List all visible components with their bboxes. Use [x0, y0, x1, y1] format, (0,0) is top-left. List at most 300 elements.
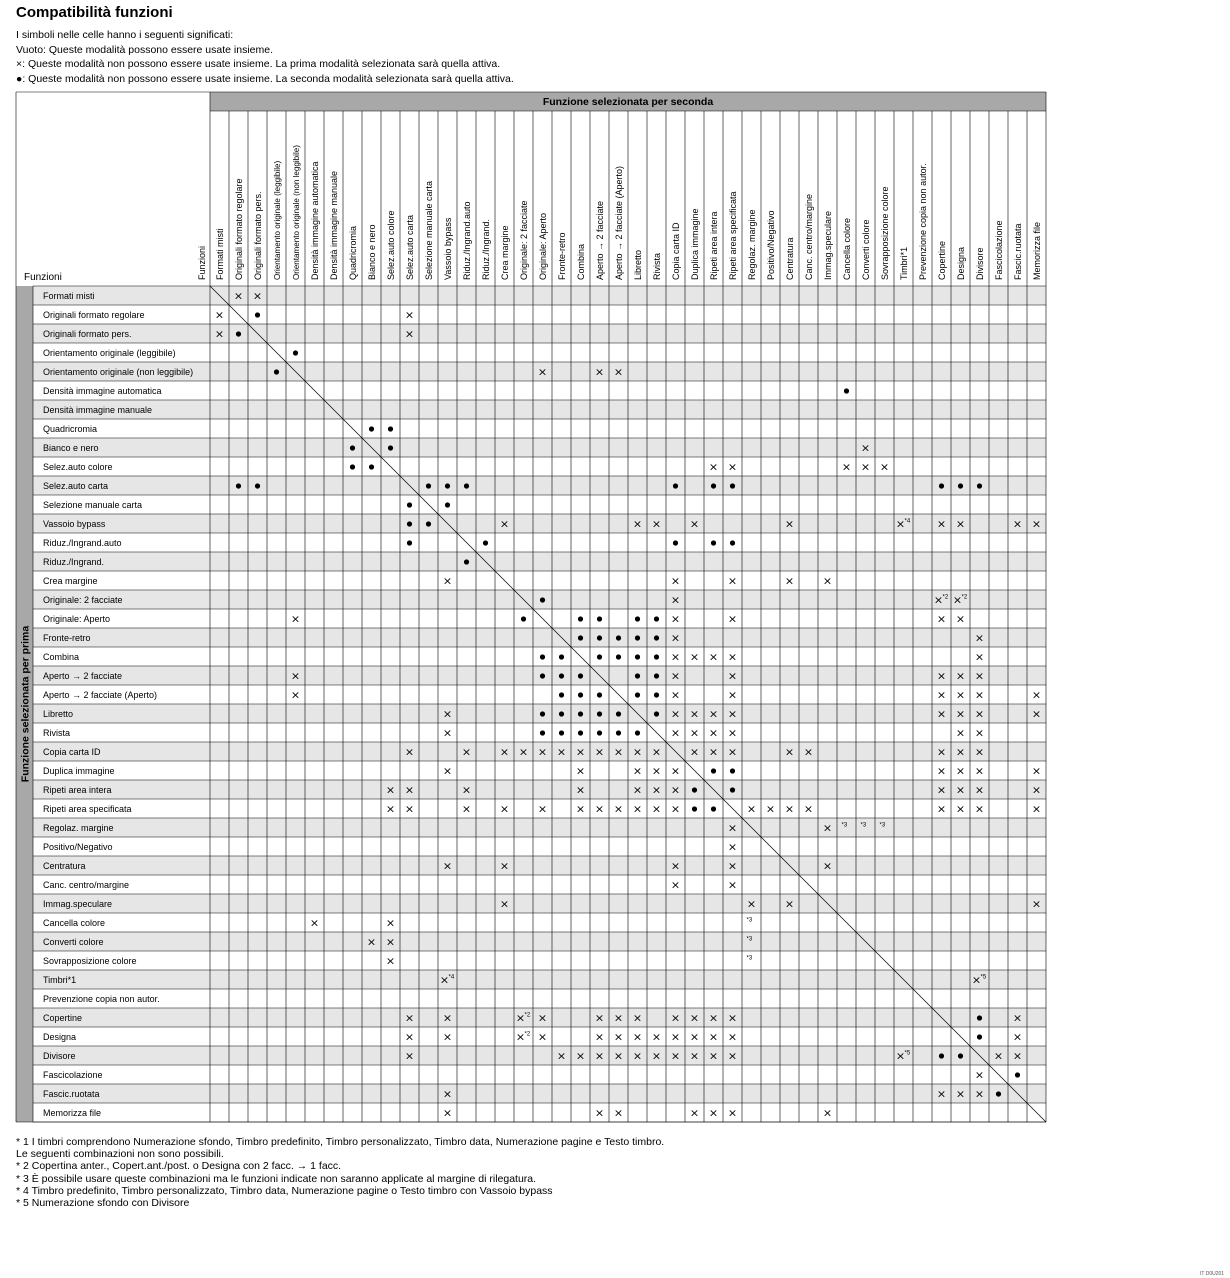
- cell-cross: ×: [708, 460, 719, 474]
- cell-cross: ×: [727, 840, 738, 854]
- cell-dot: [445, 483, 450, 488]
- cell-cross: ×: [1012, 1011, 1023, 1025]
- cell-dot: [274, 369, 279, 374]
- cell-cross: ×: [708, 726, 719, 740]
- cell-cross: ×: [404, 308, 415, 322]
- column-header: Libretto: [633, 249, 643, 280]
- column-header: Designa: [956, 246, 966, 280]
- cell-cross: ×: [499, 897, 510, 911]
- cell-dot: [464, 559, 469, 564]
- cell-dot: [578, 692, 583, 697]
- cell-cross: ×: [746, 802, 757, 816]
- cell-cross: ×: [670, 1030, 681, 1044]
- cell-cross: ×: [895, 1049, 906, 1063]
- cell-cross: ×: [974, 764, 985, 778]
- cell-cross: ×: [822, 859, 833, 873]
- column-header: Originale: Aperto: [538, 212, 548, 280]
- column-header: Quadricromia: [348, 225, 358, 280]
- cell-dot: [635, 616, 640, 621]
- cell-cross: ×: [651, 783, 662, 797]
- cell-cross: ×: [670, 764, 681, 778]
- cell-cross: ×: [974, 726, 985, 740]
- column-header: Riduz./Ingrand.: [481, 218, 491, 280]
- corner-rotated-label: Funzioni: [197, 245, 207, 280]
- cell-dot: [578, 635, 583, 640]
- cell-dot: [540, 597, 545, 602]
- cell-cross: ×: [936, 669, 947, 683]
- cell-cross: ×: [214, 327, 225, 341]
- cell-cross: ×: [955, 688, 966, 702]
- cell-dot: [939, 1053, 944, 1058]
- header-first-label: Funzione selezionata per prima: [19, 625, 32, 783]
- cell-cross: ×: [404, 745, 415, 759]
- footnote: * 1 I timbri comprendono Numerazione sfondo, Timbro predefinito, Timbro personalizzato, Timbro data, Numerazione pagine e Testo timbro.: [16, 1136, 665, 1148]
- cell-cross: ×: [841, 460, 852, 474]
- cell-cross: ×: [784, 897, 795, 911]
- cell-dot: [388, 426, 393, 431]
- cell-note-ref: *3: [879, 822, 886, 829]
- row-label: Fascic.ruotata: [43, 1089, 100, 1099]
- cell-cross: ×: [670, 707, 681, 721]
- cell-dot: [407, 540, 412, 545]
- cell-cross: ×: [895, 517, 906, 531]
- cell-cross: ×: [822, 574, 833, 588]
- cell-dot: [996, 1091, 1001, 1096]
- cell-note-ref: *3: [860, 822, 867, 829]
- cell-dot: [730, 483, 735, 488]
- cell-dot: [730, 787, 735, 792]
- cell-dot: [407, 502, 412, 507]
- footnote: Le seguenti combinazioni non sono possibili.: [16, 1148, 224, 1161]
- cell-cross: ×: [404, 1011, 415, 1025]
- cell-cross: ×: [594, 802, 605, 816]
- legend-line: ●: Queste modalità non possono essere usate insieme. La seconda modalità selezionata sarà quella attiva.: [16, 73, 514, 86]
- column-header: Fronte-retro: [557, 232, 567, 280]
- row-label: Timbri*1: [43, 975, 77, 985]
- column-header: Originali formato regolare: [234, 178, 244, 280]
- cell-cross: ×: [974, 1087, 985, 1101]
- cell-dot: [692, 787, 697, 792]
- row-label: Ripeti area specificata: [43, 804, 132, 814]
- cell-dot: [559, 730, 564, 735]
- cell-cross: ×: [708, 707, 719, 721]
- cell-cross: ×: [689, 517, 700, 531]
- cell-cross: ×: [974, 707, 985, 721]
- cell-cross: ×: [670, 726, 681, 740]
- footnote: * 5 Numerazione sfondo con Divisore: [16, 1197, 190, 1210]
- cell-dot: [597, 692, 602, 697]
- column-header: Ripeti area intera: [709, 211, 719, 280]
- cell-cross: ×: [442, 859, 453, 873]
- row-label: Designa: [43, 1032, 77, 1042]
- cell-cross: ×: [784, 802, 795, 816]
- row-label: Positivo/Negativo: [43, 842, 113, 852]
- cell-cross: ×: [955, 745, 966, 759]
- cell-dot: [559, 711, 564, 716]
- cell-cross: ×: [385, 954, 396, 968]
- cell-cross: ×: [366, 935, 377, 949]
- cell-cross: ×: [727, 726, 738, 740]
- cell-cross: ×: [252, 289, 263, 303]
- cell-dot: [654, 711, 659, 716]
- cell-cross: ×: [537, 1011, 548, 1025]
- cell-dot: [635, 654, 640, 659]
- cell-cross: ×: [613, 1106, 624, 1120]
- cell-cross: ×: [461, 745, 472, 759]
- column-header: Regolaz. margine: [747, 209, 757, 280]
- cell-cross: ×: [784, 517, 795, 531]
- cell-cross: ×: [442, 707, 453, 721]
- column-header: Fascic.ruotata: [1013, 223, 1023, 280]
- cell-cross: ×: [955, 612, 966, 626]
- cell-cross: ×: [860, 460, 871, 474]
- cell-cross: ×: [670, 574, 681, 588]
- cell-dot: [559, 692, 564, 697]
- row-label: Densità immagine automatica: [43, 386, 162, 396]
- cell-dot: [711, 806, 716, 811]
- column-header: Memorizza file: [1032, 221, 1042, 280]
- cell-dot: [635, 692, 640, 697]
- cell-cross: ×: [1031, 783, 1042, 797]
- cell-dot: [350, 464, 355, 469]
- column-header: Timbri*1: [899, 246, 909, 280]
- cell-dot: [977, 1015, 982, 1020]
- cell-cross: ×: [727, 878, 738, 892]
- cell-cross: ×: [1031, 517, 1042, 531]
- cell-cross: ×: [461, 783, 472, 797]
- cell-cross: ×: [727, 821, 738, 835]
- cell-cross: ×: [803, 802, 814, 816]
- cell-cross: ×: [955, 764, 966, 778]
- cell-dot: [844, 388, 849, 393]
- cell-note-ref: *2: [524, 1031, 531, 1038]
- column-header: Duplica immagine: [690, 208, 700, 280]
- cell-cross: ×: [442, 1087, 453, 1101]
- column-header: Sovrapposizione colore: [880, 186, 890, 280]
- cell-cross: ×: [727, 669, 738, 683]
- cell-cross: ×: [974, 650, 985, 664]
- row-label: Rivista: [43, 728, 71, 738]
- cell-cross: ×: [727, 1030, 738, 1044]
- cell-note-ref: *2: [961, 594, 968, 601]
- page-title: Compatibilità funzioni: [16, 4, 173, 21]
- column-header: Aperto → 2 facciate (Aperto): [614, 165, 624, 280]
- cell-cross: ×: [708, 745, 719, 759]
- column-header: Originale: 2 facciate: [519, 200, 529, 280]
- row-label: Originali formato pers.: [43, 329, 132, 339]
- cell-dot: [236, 483, 241, 488]
- cell-cross: ×: [955, 707, 966, 721]
- cell-cross: ×: [385, 935, 396, 949]
- cell-cross: ×: [613, 365, 624, 379]
- row-label: Converti colore: [43, 937, 104, 947]
- cell-cross: ×: [952, 593, 963, 607]
- cell-cross: ×: [974, 1068, 985, 1082]
- cell-cross: ×: [1012, 1049, 1023, 1063]
- cell-cross: ×: [404, 783, 415, 797]
- column-header: Ripeti area specificata: [728, 191, 738, 280]
- cell-dot: [293, 350, 298, 355]
- cell-dot: [540, 730, 545, 735]
- cell-cross: ×: [936, 612, 947, 626]
- cell-cross: ×: [442, 574, 453, 588]
- cell-dot: [559, 673, 564, 678]
- cell-cross: ×: [727, 612, 738, 626]
- cell-cross: ×: [955, 517, 966, 531]
- column-header: Divisore: [975, 247, 985, 280]
- cell-dot: [730, 768, 735, 773]
- cell-cross: ×: [537, 745, 548, 759]
- row-label: Aperto → 2 facciate: [43, 671, 123, 681]
- column-header: Converti colore: [861, 219, 871, 280]
- cell-cross: ×: [727, 745, 738, 759]
- cell-cross: ×: [632, 802, 643, 816]
- cell-cross: ×: [784, 745, 795, 759]
- cell-dot: [673, 540, 678, 545]
- cell-cross: ×: [708, 650, 719, 664]
- cell-cross: ×: [515, 1030, 526, 1044]
- cell-cross: ×: [974, 688, 985, 702]
- cell-cross: ×: [461, 802, 472, 816]
- cell-dot: [445, 502, 450, 507]
- cell-dot: [616, 711, 621, 716]
- cell-dot: [654, 673, 659, 678]
- footnote: * 4 Timbro predefinito, Timbro personalizzato, Timbro data, Numerazione pagine o Testo timbro con Vassoio bypass: [16, 1184, 553, 1197]
- cell-cross: ×: [727, 1011, 738, 1025]
- column-header: Copia carta ID: [671, 222, 681, 280]
- cell-cross: ×: [537, 1030, 548, 1044]
- cell-dot: [616, 654, 621, 659]
- column-header: Centratura: [785, 237, 795, 280]
- cell-dot: [597, 616, 602, 621]
- cell-cross: ×: [1031, 764, 1042, 778]
- cell-cross: ×: [594, 1106, 605, 1120]
- column-header: Prevenzione copia non autor.: [918, 163, 928, 280]
- cell-cross: ×: [708, 1106, 719, 1120]
- column-header: Aperto → 2 facciate: [595, 200, 605, 280]
- row-label: Selez.auto carta: [43, 481, 109, 491]
- cell-cross: ×: [822, 1106, 833, 1120]
- row-label: Selez.auto colore: [43, 462, 113, 472]
- cell-dot: [977, 1034, 982, 1039]
- cell-cross: ×: [613, 745, 624, 759]
- cell-cross: ×: [670, 1049, 681, 1063]
- cell-dot: [578, 711, 583, 716]
- cell-cross: ×: [689, 1106, 700, 1120]
- cell-cross: ×: [1012, 517, 1023, 531]
- cell-cross: ×: [936, 1087, 947, 1101]
- row-label: Bianco e nero: [43, 443, 99, 453]
- row-label: Fronte-retro: [43, 633, 91, 643]
- footnote: * 2 Copertina anter., Copert.ant./post. o Designa con 2 facc. → 1 facc.: [16, 1160, 342, 1173]
- cell-cross: ×: [404, 802, 415, 816]
- column-header: Selezione manuale carta: [424, 180, 434, 280]
- cell-cross: ×: [290, 612, 301, 626]
- column-header: Selez.auto colore: [386, 210, 396, 280]
- cell-dot: [255, 312, 260, 317]
- cell-dot: [388, 445, 393, 450]
- cell-cross: ×: [784, 574, 795, 588]
- column-header: Densità immagine manuale: [329, 170, 339, 280]
- row-label: Cancella colore: [43, 918, 106, 928]
- row-label: Copertine: [43, 1013, 83, 1023]
- cell-cross: ×: [670, 688, 681, 702]
- cell-cross: ×: [670, 650, 681, 664]
- cell-note-ref: *2: [524, 1012, 531, 1019]
- cell-cross: ×: [689, 1030, 700, 1044]
- cell-dot: [958, 1053, 963, 1058]
- cell-cross: ×: [936, 707, 947, 721]
- cell-cross: ×: [651, 1049, 662, 1063]
- cell-dot: [939, 483, 944, 488]
- cell-cross: ×: [233, 289, 244, 303]
- column-header: Orientamento originale (leggibile): [273, 160, 282, 280]
- cell-cross: ×: [803, 745, 814, 759]
- cell-note-ref: *5: [904, 1050, 911, 1057]
- cell-cross: ×: [708, 1011, 719, 1025]
- row-label: Originale: Aperto: [43, 614, 111, 624]
- legend-line: Vuoto: Queste modalità possono essere usate insieme.: [16, 43, 274, 56]
- cell-cross: ×: [499, 517, 510, 531]
- cell-cross: ×: [613, 802, 624, 816]
- cell-cross: ×: [613, 1030, 624, 1044]
- column-header: Formati misti: [215, 228, 225, 280]
- cell-dot: [597, 654, 602, 659]
- cell-cross: ×: [955, 669, 966, 683]
- cell-dot: [426, 521, 431, 526]
- cell-cross: ×: [765, 802, 776, 816]
- cell-cross: ×: [651, 802, 662, 816]
- cell-dot: [635, 635, 640, 640]
- cell-note-ref: *2: [942, 594, 949, 601]
- cell-cross: ×: [727, 707, 738, 721]
- cell-cross: ×: [860, 441, 871, 455]
- cell-dot: [616, 730, 621, 735]
- cell-dot: [369, 464, 374, 469]
- cell-cross: ×: [670, 612, 681, 626]
- cell-cross: ×: [556, 1049, 567, 1063]
- row-label: Riduz./Ingrand.auto: [43, 538, 122, 548]
- cell-cross: ×: [727, 650, 738, 664]
- header-second-label: Funzione selezionata per seconda: [542, 96, 714, 108]
- cell-cross: ×: [708, 1049, 719, 1063]
- legend-line: ×: Queste modalità non possono essere usate insieme. La prima modalità selezionata sarà quella attiva.: [16, 58, 501, 71]
- cell-cross: ×: [594, 1011, 605, 1025]
- corner-label: Funzioni: [24, 272, 62, 283]
- cell-dot: [635, 730, 640, 735]
- cell-dot: [711, 768, 716, 773]
- cell-cross: ×: [537, 802, 548, 816]
- row-label: Centratura: [43, 861, 86, 871]
- cell-cross: ×: [936, 783, 947, 797]
- row-label: Immag.speculare: [43, 899, 113, 909]
- cell-cross: ×: [727, 1106, 738, 1120]
- cell-cross: ×: [309, 916, 320, 930]
- row-label: Selezione manuale carta: [43, 500, 143, 510]
- cell-cross: ×: [955, 1087, 966, 1101]
- cell-cross: ×: [442, 726, 453, 740]
- cell-cross: ×: [632, 783, 643, 797]
- row-label: Duplica immagine: [43, 766, 115, 776]
- cell-cross: ×: [727, 859, 738, 873]
- cell-cross: ×: [933, 593, 944, 607]
- cell-dot: [521, 616, 526, 621]
- cell-cross: ×: [670, 859, 681, 873]
- legend-line: I simboli nelle celle hanno i seguenti significati:: [16, 29, 234, 41]
- cell-cross: ×: [689, 726, 700, 740]
- cell-cross: ×: [974, 669, 985, 683]
- column-header: Combina: [576, 243, 586, 280]
- cell-dot: [1015, 1072, 1020, 1077]
- cell-cross: ×: [515, 1011, 526, 1025]
- cell-cross: ×: [708, 1030, 719, 1044]
- cell-note-ref: *3: [841, 822, 848, 829]
- cell-cross: ×: [575, 783, 586, 797]
- cell-cross: ×: [442, 1011, 453, 1025]
- cell-cross: ×: [290, 669, 301, 683]
- cell-dot: [654, 654, 659, 659]
- column-header: Immag.speculare: [823, 210, 833, 280]
- row-label: Quadricromia: [43, 424, 98, 434]
- column-header: Originali formato pers.: [253, 191, 263, 280]
- cell-cross: ×: [670, 669, 681, 683]
- cell-cross: ×: [936, 745, 947, 759]
- cell-cross: ×: [594, 745, 605, 759]
- cell-cross: ×: [632, 745, 643, 759]
- column-header: Copertine: [937, 240, 947, 280]
- row-label: Prevenzione copia non autor.: [43, 994, 160, 1004]
- cell-dot: [597, 730, 602, 735]
- cell-cross: ×: [442, 1030, 453, 1044]
- cell-cross: ×: [1031, 802, 1042, 816]
- cell-cross: ×: [442, 1106, 453, 1120]
- column-header: Fascicolazione: [994, 220, 1004, 280]
- cell-dot: [369, 426, 374, 431]
- cell-note-ref: *4: [904, 518, 911, 525]
- cell-cross: ×: [385, 802, 396, 816]
- footnotes: [16, 1136, 664, 1209]
- column-header: Rivista: [652, 252, 662, 280]
- cell-cross: ×: [632, 764, 643, 778]
- column-header: Vassoio bypass: [443, 217, 453, 280]
- row-label: Sovrapposizione colore: [43, 956, 137, 966]
- cell-cross: ×: [936, 688, 947, 702]
- cell-dot: [540, 711, 545, 716]
- row-label: Combina: [43, 652, 80, 662]
- cell-cross: ×: [385, 916, 396, 930]
- cell-cross: ×: [632, 1011, 643, 1025]
- cell-cross: ×: [936, 517, 947, 531]
- row-label: Riduz./Ingrand.: [43, 557, 105, 567]
- cell-cross: ×: [594, 1049, 605, 1063]
- cell-cross: ×: [689, 650, 700, 664]
- row-label: Regolaz. margine: [43, 823, 114, 833]
- cell-cross: ×: [439, 973, 450, 987]
- row-label: Orientamento originale (non leggibile): [43, 367, 194, 377]
- cell-cross: ×: [404, 1049, 415, 1063]
- cell-dot: [711, 483, 716, 488]
- cell-dot: [692, 806, 697, 811]
- cell-cross: ×: [518, 745, 529, 759]
- cell-cross: ×: [936, 802, 947, 816]
- column-header: Positivo/Negativo: [766, 210, 776, 280]
- cell-cross: ×: [993, 1049, 1004, 1063]
- cell-dot: [711, 540, 716, 545]
- cell-cross: ×: [385, 783, 396, 797]
- cell-cross: ×: [727, 574, 738, 588]
- cell-dot: [977, 483, 982, 488]
- cell-cross: ×: [689, 1011, 700, 1025]
